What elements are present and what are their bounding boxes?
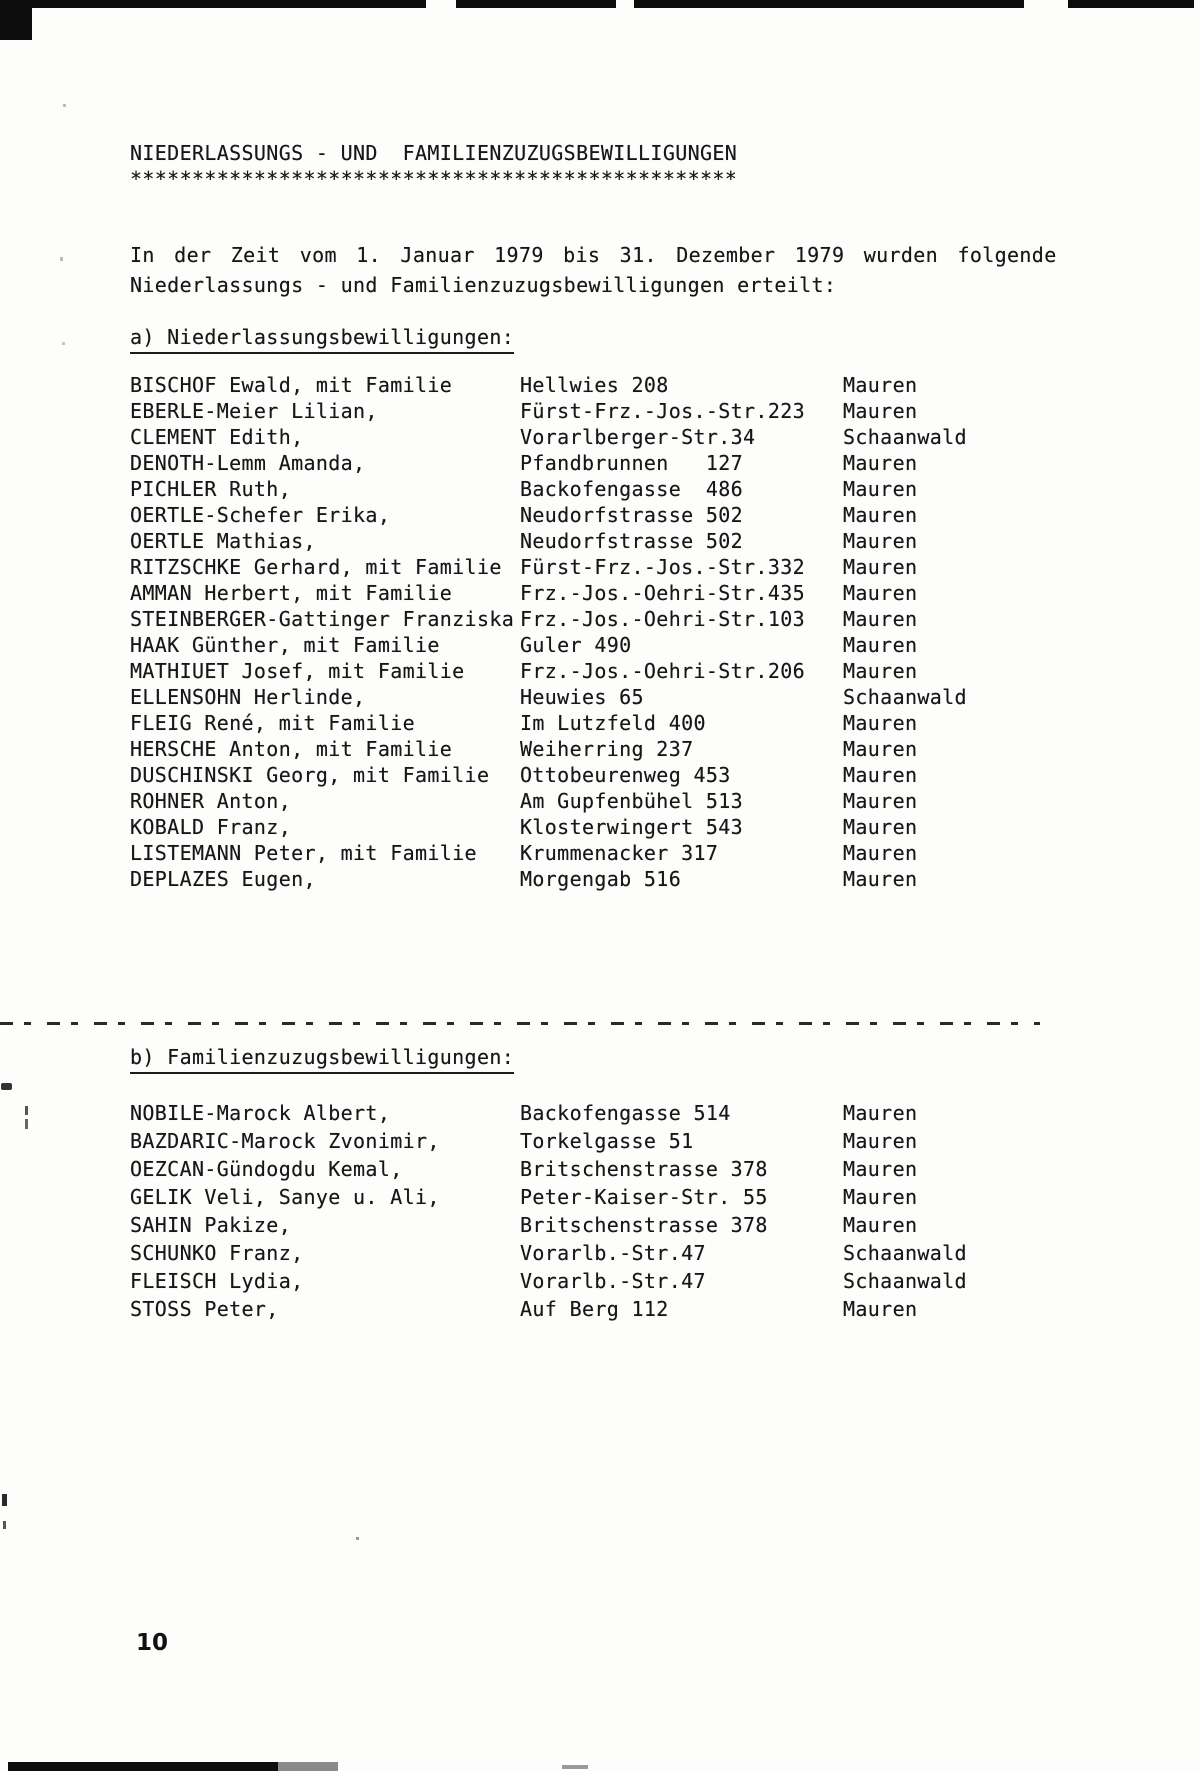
table-row: [130, 398, 1090, 424]
table-row: [130, 1296, 1090, 1324]
town-cell: Mauren: [843, 399, 918, 423]
scan-artifact-edge-mark: [3, 1521, 6, 1529]
name-cell: RITZSCHKE Gerhard, mit Familie: [130, 555, 502, 579]
name-cell: KOBALD Franz,: [130, 815, 292, 839]
address-cell: Ottobeurenweg 453: [520, 763, 731, 787]
address-cell: Weiherring 237: [520, 737, 694, 761]
scan-artifact-edge-mark: [2, 1494, 7, 1506]
table-row: [130, 1128, 1090, 1156]
name-cell: STEINBERGER-Gattinger Franziska: [130, 607, 515, 631]
address-cell: Backofengasse 514: [520, 1101, 731, 1125]
table-row: [130, 1184, 1090, 1212]
name-cell: FLEIG René, mit Familie: [130, 711, 415, 735]
name-cell: DEPLAZES Eugen,: [130, 867, 316, 891]
address-cell: Krummenacker 317: [520, 841, 719, 865]
address-cell: Vorarlb.-Str.47: [520, 1269, 706, 1293]
table-row: [130, 1156, 1090, 1184]
scan-artifact-top-bar: [0, 0, 1200, 8]
scan-artifact-speck: [356, 1537, 359, 1540]
town-cell: Mauren: [843, 451, 918, 475]
town-cell: Schaanwald: [843, 685, 967, 709]
town-cell: Mauren: [843, 607, 918, 631]
address-cell: Am Gupfenbühel 513: [520, 789, 744, 813]
address-cell: Peter-Kaiser-Str. 55: [520, 1185, 768, 1209]
scan-artifact-speck: [60, 257, 63, 261]
name-cell: BISCHOF Ewald, mit Familie: [130, 373, 453, 397]
town-cell: Mauren: [843, 789, 918, 813]
address-cell: Fürst-Frz.-Jos.-Str.223: [520, 399, 805, 423]
table-row: [130, 528, 1090, 554]
name-cell: CLEMENT Edith,: [130, 425, 304, 449]
name-cell: DUSCHINSKI Georg, mit Familie: [130, 763, 490, 787]
table-row: [130, 580, 1090, 606]
table-row: [130, 710, 1090, 736]
table-row: [130, 1268, 1090, 1296]
title-asterisk-underline: *************************************************: [130, 167, 738, 191]
intro-paragraph-line2: Niederlassungs - und Familienzuzugsbewilligungen erteilt:: [130, 273, 837, 297]
table-row: [130, 632, 1090, 658]
page-title: NIEDERLASSUNGS - UND FAMILIENZUZUGSBEWILLIGUNGEN: [130, 141, 738, 165]
address-cell: Auf Berg 112: [520, 1297, 669, 1321]
table-row: [130, 684, 1090, 710]
scan-artifact-margin-tick: [25, 1106, 28, 1115]
name-cell: AMMAN Herbert, mit Familie: [130, 581, 453, 605]
address-cell: Im Lutzfeld 400: [520, 711, 706, 735]
address-cell: Frz.-Jos.-Oehri-Str.206: [520, 659, 805, 683]
name-cell: ROHNER Anton,: [130, 789, 292, 813]
table-row: [130, 1240, 1090, 1268]
scan-artifact-gap: [426, 0, 456, 8]
name-cell: OERTLE Mathias,: [130, 529, 316, 553]
town-cell: Mauren: [843, 815, 918, 839]
town-cell: Schaanwald: [843, 1269, 967, 1293]
town-cell: Mauren: [843, 867, 918, 891]
table-row: [130, 736, 1090, 762]
section-a-heading: a) Niederlassungsbewilligungen:: [130, 324, 514, 350]
section-b-heading: b) Familienzuzugsbewilligungen:: [130, 1044, 514, 1070]
town-cell: Mauren: [843, 737, 918, 761]
scan-artifact-speck: [62, 342, 65, 345]
name-cell: PICHLER Ruth,: [130, 477, 292, 501]
table-row: [130, 866, 1090, 892]
town-cell: Mauren: [843, 373, 918, 397]
address-cell: Hellwies 208: [520, 373, 669, 397]
name-cell: SAHIN Pakize,: [130, 1213, 292, 1237]
town-cell: Mauren: [843, 1213, 918, 1237]
town-cell: Mauren: [843, 1157, 918, 1181]
scan-artifact-margin-tick: [25, 1119, 28, 1129]
address-cell: Fürst-Frz.-Jos.-Str.332: [520, 555, 805, 579]
name-cell: ELLENSOHN Herlinde,: [130, 685, 366, 709]
scan-artifact-corner-block: [0, 0, 32, 40]
address-cell: Vorarlberger-Str.34: [520, 425, 756, 449]
town-cell: Mauren: [843, 555, 918, 579]
address-cell: Neudorfstrasse 502: [520, 503, 744, 527]
table-row: [130, 606, 1090, 632]
table-row: [130, 372, 1090, 398]
permit-table-b: [130, 1100, 1090, 1324]
name-cell: DENOTH-Lemm Amanda,: [130, 451, 366, 475]
scan-artifact-gap: [1194, 0, 1200, 8]
address-cell: Neudorfstrasse 502: [520, 529, 744, 553]
name-cell: BAZDARIC-Marock Zvonimir,: [130, 1129, 440, 1153]
name-cell: OEZCAN-Gündogdu Kemal,: [130, 1157, 403, 1181]
name-cell: EBERLE-Meier Lilian,: [130, 399, 378, 423]
name-cell: OERTLE-Schefer Erika,: [130, 503, 391, 527]
scan-artifact-bottom-bar: [8, 1762, 278, 1771]
town-cell: Mauren: [843, 633, 918, 657]
table-row: [130, 658, 1090, 684]
town-cell: Mauren: [843, 477, 918, 501]
table-row: [130, 788, 1090, 814]
intro-paragraph-line1: In der Zeit vom 1. Januar 1979 bis 31. Dezember 1979 wurden folgende: [130, 243, 1057, 267]
address-cell: Klosterwingert 543: [520, 815, 744, 839]
scan-artifact-speck: [63, 104, 66, 107]
town-cell: Schaanwald: [843, 1241, 967, 1265]
name-cell: SCHUNKO Franz,: [130, 1241, 304, 1265]
address-cell: Backofengasse 486: [520, 477, 744, 501]
town-cell: Mauren: [843, 581, 918, 605]
page-number: 10: [136, 1630, 169, 1656]
name-cell: HERSCHE Anton, mit Familie: [130, 737, 453, 761]
dashed-separator-line: [0, 1022, 1040, 1025]
name-cell: NOBILE-Marock Albert,: [130, 1101, 391, 1125]
town-cell: Mauren: [843, 711, 918, 735]
address-cell: Guler 490: [520, 633, 632, 657]
address-cell: Frz.-Jos.-Oehri-Str.103: [520, 607, 805, 631]
permit-table-a: [130, 372, 1090, 892]
scan-artifact-smudge: [1, 1083, 12, 1090]
scan-artifact-bottom-bar-gray: [278, 1762, 338, 1771]
town-cell: Mauren: [843, 503, 918, 527]
table-row: [130, 424, 1090, 450]
town-cell: Mauren: [843, 1129, 918, 1153]
town-cell: Mauren: [843, 1185, 918, 1209]
name-cell: GELIK Veli, Sanye u. Ali,: [130, 1185, 440, 1209]
name-cell: MATHIUET Josef, mit Familie: [130, 659, 465, 683]
table-row: [130, 762, 1090, 788]
address-cell: Pfandbrunnen 127: [520, 451, 744, 475]
scan-artifact-bottom-dash: [562, 1765, 588, 1769]
address-cell: Heuwies 65: [520, 685, 644, 709]
address-cell: Frz.-Jos.-Oehri-Str.435: [520, 581, 805, 605]
table-row: [130, 476, 1090, 502]
town-cell: Mauren: [843, 1297, 918, 1321]
town-cell: Mauren: [843, 763, 918, 787]
town-cell: Mauren: [843, 1101, 918, 1125]
town-cell: Mauren: [843, 841, 918, 865]
table-row: [130, 502, 1090, 528]
table-row: [130, 450, 1090, 476]
table-row: [130, 840, 1090, 866]
town-cell: Mauren: [843, 659, 918, 683]
name-cell: LISTEMANN Peter, mit Familie: [130, 841, 477, 865]
table-row: [130, 1100, 1090, 1128]
address-cell: Torkelgasse 51: [520, 1129, 694, 1153]
scan-artifact-gap: [1024, 0, 1068, 8]
address-cell: Vorarlb.-Str.47: [520, 1241, 706, 1265]
table-row: [130, 554, 1090, 580]
address-cell: Britschenstrasse 378: [520, 1157, 768, 1181]
table-row: [130, 814, 1090, 840]
table-row: [130, 1212, 1090, 1240]
name-cell: STOSS Peter,: [130, 1297, 279, 1321]
town-cell: Mauren: [843, 529, 918, 553]
address-cell: Britschenstrasse 378: [520, 1213, 768, 1237]
name-cell: FLEISCH Lydia,: [130, 1269, 304, 1293]
town-cell: Schaanwald: [843, 425, 967, 449]
name-cell: HAAK Günther, mit Familie: [130, 633, 440, 657]
scan-artifact-gap: [616, 0, 634, 8]
address-cell: Morgengab 516: [520, 867, 682, 891]
